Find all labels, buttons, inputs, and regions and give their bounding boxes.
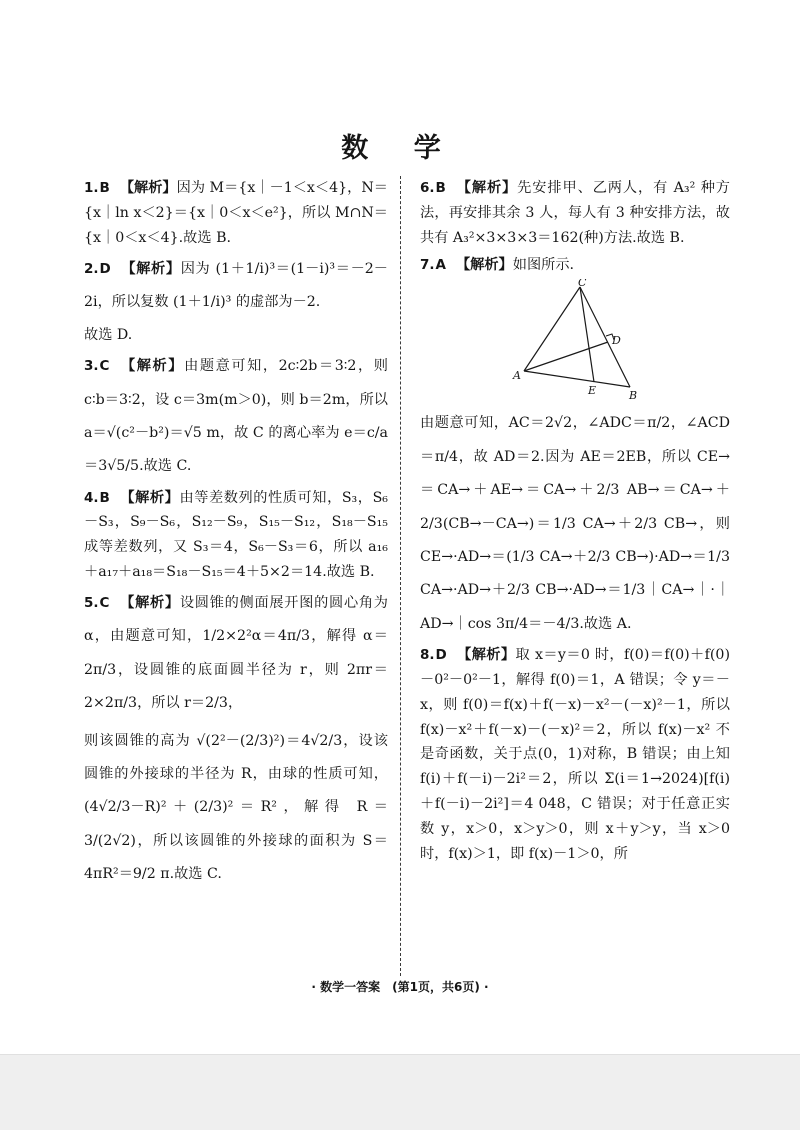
- answer-item-4: [84, 486, 388, 585]
- answer-item-8: [420, 643, 730, 867]
- item-text: 因为 M＝{x｜－1＜x＜4}，N＝{x｜ln x＜2}＝{x｜0＜x＜e²}，所以 M∩N＝{x｜0＜x＜4}.故选 B.: [84, 180, 388, 246]
- item-number: 7.: [420, 256, 435, 273]
- item-answer: B: [99, 489, 110, 506]
- answer-item-6: [420, 176, 730, 251]
- analysis-tag: 【解析】: [119, 358, 185, 375]
- item-answer: D: [435, 647, 447, 663]
- analysis-tag: 【解析】: [119, 489, 180, 506]
- item-text: 设圆锥的侧面展开图的圆心角为 α，由题意可知，1/2×2²α＝4π/3，解得 α＝2π/3，设圆锥的底面圆半径为 r，则 2πr＝2×2π/3，所以 r＝2/3，: [84, 595, 388, 712]
- label-c: C: [578, 279, 587, 290]
- left-column: [84, 176, 388, 893]
- analysis-tag: 【解析】: [456, 647, 516, 663]
- segment-ac: [524, 287, 580, 371]
- item-text: 由等差数列的性质可知，S₃，S₆－S₃，S₉－S₆，S₁₂－S₉，S₁₅－S₁₂，S₁₈－S₁₅ 成等差数列，又 S₃＝4，S₆－S₃＝6，所以 a₁₆＋a₁₇＋a₁₈＝S₁₈－S₁₅＝4＋5×2＝14.故选 B.: [84, 489, 388, 581]
- analysis-tag: 【解析】: [119, 595, 180, 611]
- triangle-figure: [512, 279, 642, 401]
- item-answer: B: [435, 180, 446, 196]
- answer-item-7: [420, 253, 730, 641]
- item-answer: A: [435, 256, 446, 273]
- item-number: 4.: [84, 489, 99, 506]
- answer-item-5: [84, 587, 388, 891]
- item-number: 8.: [420, 647, 435, 663]
- page-footer: · 数学一答案 (第1页，共6页) ·: [311, 980, 489, 994]
- analysis-tag: 【解析】: [119, 180, 177, 196]
- label-b: B: [629, 389, 638, 402]
- item-text-cont: 故选 D.: [84, 327, 133, 344]
- analysis-tag: 【解析】: [120, 260, 181, 277]
- item-text-cont: 则该圆锥的高为 √(2²－(2/3)²)＝4√2/3，设该圆锥的外接球的半径为 R，由球的性质可知，(4√2/3－R)²＋(2/3)²＝R²，解得 R＝3/(2√2)，所以该圆锥的外接球的面积为 S＝4πR²＝9/2 π.故选 C.: [84, 732, 388, 882]
- answer-item-1: [84, 176, 388, 251]
- item-number: 1.: [84, 180, 99, 196]
- right-column: [420, 176, 730, 869]
- item-text: 因为 (1＋1/i)³＝(1－i)³＝－2－2i，所以复数 (1＋1/i)³ 的虚部为－2.: [84, 260, 388, 310]
- item-number: 5.: [84, 595, 99, 611]
- item-text: 由题意可知，2c∶2b＝3∶2，则 c∶b＝3∶2，设 c＝3m(m＞0)，则 b＝2m，所以 a＝√(c²－b²)＝√5 m，故 C 的离心率为 e＝c/a＝3√5/5.故选 C.: [84, 358, 388, 475]
- item-number: 3.: [84, 358, 99, 375]
- answer-item-2: [84, 253, 388, 349]
- page-title: 数 学: [341, 133, 459, 164]
- label-d: D: [612, 334, 621, 348]
- segment-ab: [524, 371, 630, 387]
- column-divider: [400, 176, 401, 976]
- item-answer: D: [99, 260, 111, 277]
- answer-item-3: [84, 350, 388, 484]
- item-answer: B: [99, 180, 110, 196]
- item-text: 取 x＝y＝0 时，f(0)＝f(0)＋f(0)－0²－0²－1，解得 f(0)＝1，A 错误；令 y＝－x，则 f(0)＝f(x)＋f(－x)－x²－(－x)²－1，所以 f(x)－x²＋f(－x)－(－x)²＝2，所以 f(x)－x² 不是奇函数，关于点(0，1)对称，B 错误；由上知 f(i)＋f(－i)－2i²＝2，所以 Σ(i＝1→2024)[f(i)＋f(－i)－2i²]＝4 048，C 错误；对于任意正实数 y，x＞0，x＞y＞0，则 x＋y＞y，当 x＞0 时，f(x)＞1，即 f(x)－1＞0，所: [420, 647, 730, 862]
- item-text-cont: 由题意可知，AC＝2√2，∠ADC＝π/2，∠ACD＝π/4，故 AD＝2.因为 AE＝2EB，所以 CE→＝CA→＋AE→＝CA→＋2/3 AB→＝CA→＋2/3(CB→－CA→)＝1/3 CA→＋2/3 CB→，则 CE→·AD→＝(1/3 CA→＋2/3 CB→)·AD→＝1/3 CA→·AD→＋2/3 CB→·AD→＝1/3｜CA→｜·｜AD→｜cos 3π/4＝－4/3.故选 A.: [420, 415, 730, 632]
- item-answer: C: [99, 358, 110, 375]
- item-answer: C: [99, 595, 110, 611]
- item-number: 2.: [84, 260, 99, 277]
- analysis-tag: 【解析】: [455, 180, 518, 196]
- analysis-tag: 【解析】: [455, 256, 513, 273]
- item-text: 如图所示.: [512, 256, 575, 273]
- item-text: 先安排甲、乙两人，有 A₃² 种方法，再安排其余 3 人，每人有 3 种安排方法，故共有 A₃²×3×3×3＝162(种)方法.故选 B.: [420, 180, 730, 246]
- label-a: A: [513, 369, 521, 383]
- page-bottom-shade: [0, 1054, 800, 1130]
- label-e: E: [588, 384, 597, 398]
- item-number: 6.: [420, 180, 435, 196]
- segment-ad: [524, 342, 608, 371]
